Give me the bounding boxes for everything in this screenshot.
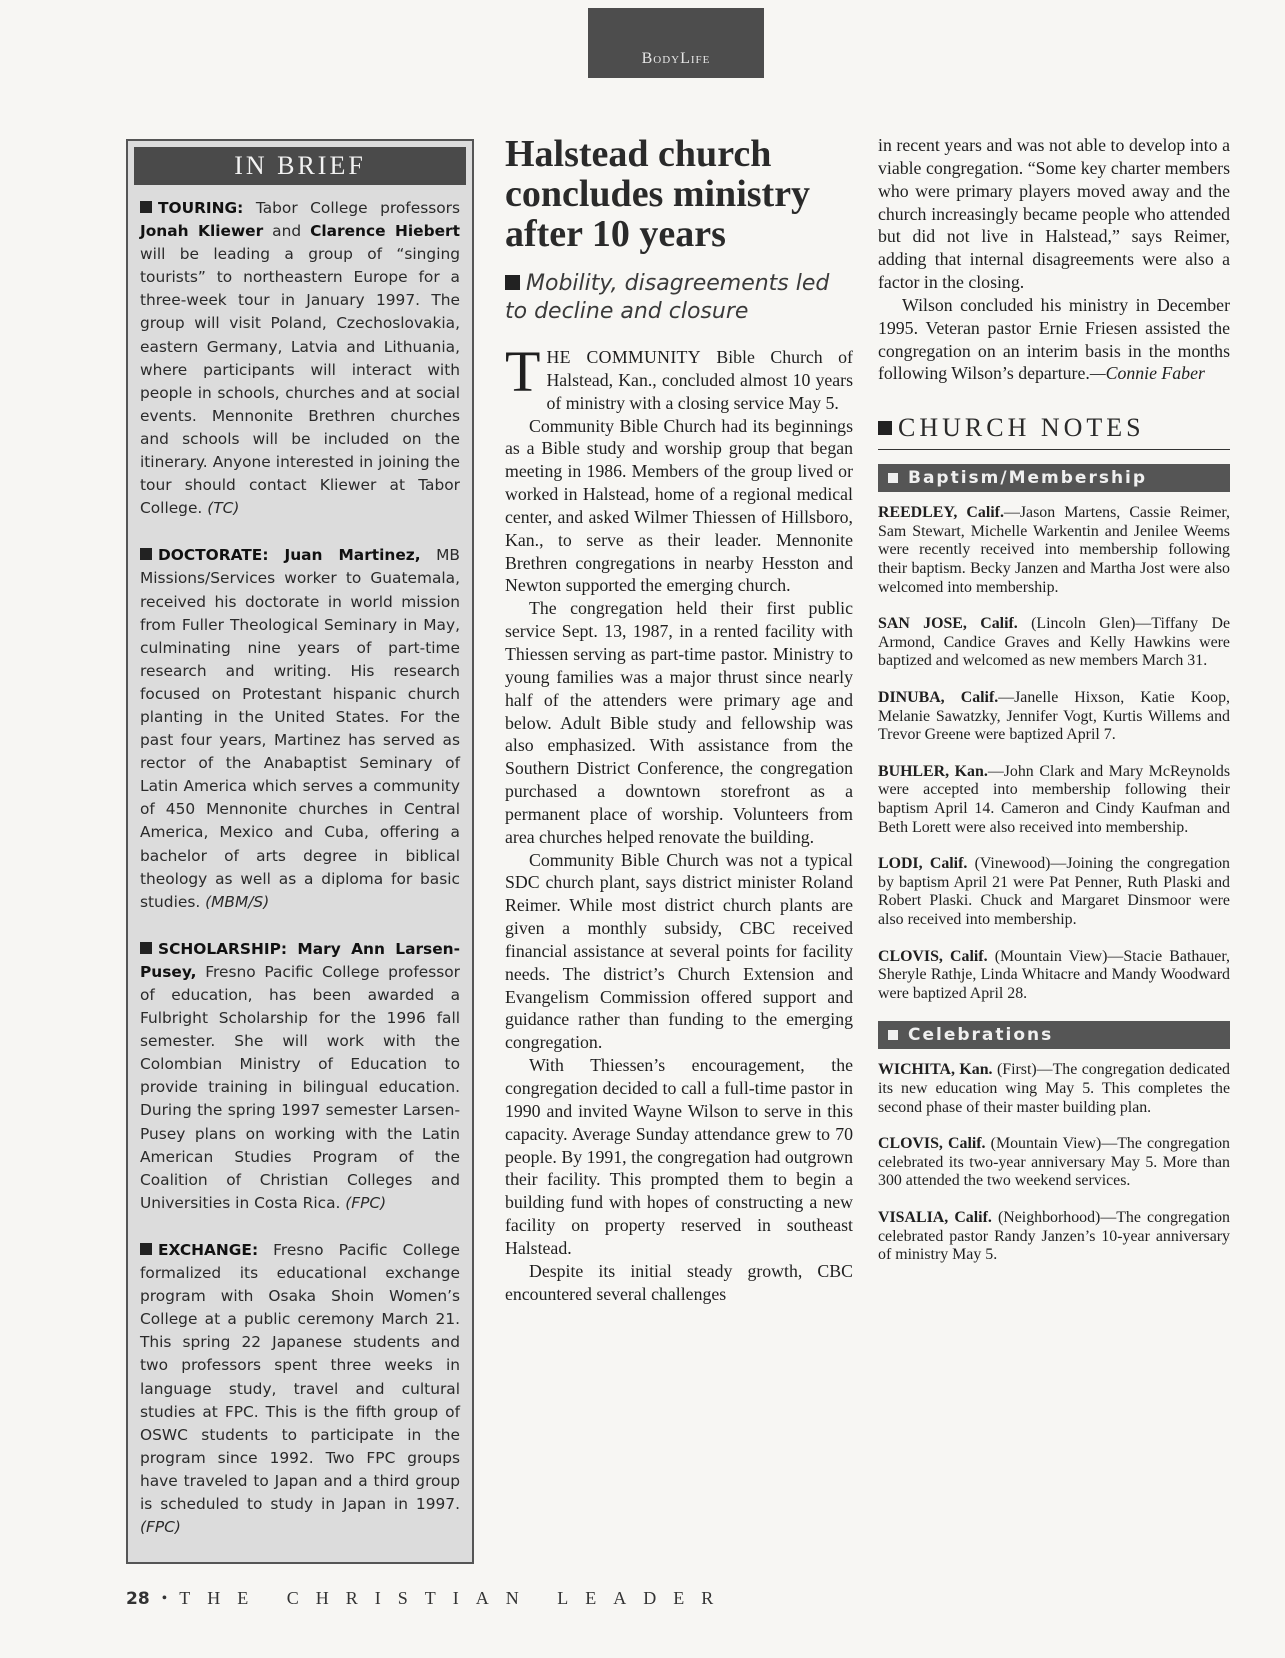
page-footer [126,1588,730,1609]
note-location: VISALIA, Calif. [878,1208,992,1226]
section-tab-label: BodyLife [641,50,711,67]
church-note [878,1061,1230,1117]
page-number: 28 [126,1588,150,1609]
brief-item [140,1239,460,1539]
article-paragraph: With Thiessen’s encouragement, the congregation decided to call a full-time pastor in 1990 and invited Wayne Wilson to serve in this capacity. Average Sunday attendance grew to 70 people. By 1991, the congregation had outgrown their facility. This prompted them to begin a building fund with hopes of constructing a new facility on property reserved in southeast Halstead. [505,1055,853,1258]
church-note [878,948,1230,1004]
article-column [505,134,853,1305]
right-column [878,134,1230,1283]
church-note [878,1135,1230,1191]
brief-credit: (TC) [207,499,240,518]
note-location: CLOVIS, Calif. [878,1135,986,1153]
category-label: Celebrations [908,1025,1054,1046]
article-final-paragraph [878,294,1230,385]
article-paragraph: The congregation held their first public service Sept. 13, 1987, in a rented facility with Thiessen serving as part-time pastor. Ministry to young families was a major thrust since nearly half of the attenders were primary age and below. Adult Bible study and fellowship was also emphasized. With assistance from the Southern District Conference, the congregation purchased a downtown storefront as a permanent place of worship. Volunteers from area churches helped renovate the building. [505,598,853,847]
brief-item [140,938,460,1215]
brief-credit: (MBM/S) [205,892,270,911]
square-bullet-icon [888,473,898,483]
brief-label: SCHOLARSHIP: Mary Ann Larsen-Pusey, [140,939,460,981]
category-label: Baptism/Membership [908,468,1148,489]
article-byline: —Connie Faber [1089,363,1205,384]
bullet-separator-icon: • [161,1589,168,1607]
note-location: SAN JOSE, Calif. [878,615,1018,633]
brief-text: Tabor College professors [243,199,460,217]
note-location: REEDLEY, Calif. [878,504,1004,522]
note-text: (Neighborhood)—The congregation celebrated pastor Randy Janzen’s 10-year anniversary of ministry May 5. [878,1208,1230,1264]
article-paragraph: Community Bible Church had its beginnings as a Bible study and worship group that began meeting in 1986. Members of the group lived or worked in Halstead, home of a regional medical center, and asked Wilmer Thiessen of Hillsboro, Kan., to serve as their leader. Mennonite Brethren congregations in nearby Hesston and Newton supported the emerging church. [505,415,853,596]
church-note [878,615,1230,671]
note-text: (Mountain View)—Stacie Bathauer, Sheryle Rathje, Linda Whitacre and Mandy Woodward were baptized April 28. [878,947,1230,1002]
note-text: (First)—The congregation dedicated its new education wing May 5. This completes the second phase of their master building plan. [878,1061,1230,1116]
note-location: WICHITA, Kan. [878,1061,993,1079]
brief-text: and [263,222,311,241]
brief-text: will be leading a group of “singing tourists” to northeastern Europe for a three-week tour in January 1997. The group will visit Poland, Czechoslovakia, eastern Germany, Latvia and Lithuania, where participants will interact with people in schools, churches and at social events. Mennonite Brethren churches and schools will be included on the itinerary. Anyone interested in joining the tour should contact Kliewer at Tabor College. [140,245,460,518]
note-location: CLOVIS, Calif. [878,947,988,965]
note-location: BUHLER, Kan. [878,762,988,780]
church-note [878,763,1230,837]
note-text: (Lincoln Glen)—Tiffany De Armond, Candice Graves and Kelly Hawkins were baptized and welcomed as new members March 31. [878,615,1230,670]
brief-item [140,544,460,914]
square-bullet-icon [140,1243,152,1255]
magazine-name: THE CHRISTIAN LEADER [179,1588,731,1608]
brief-text: Fresno Pacific College formalized its educational exchange program with Osaka Shoin Women’s College at a public ceremony March 21. This spring 22 Japanese students and two professors spent three weeks in language study, travel and cultural studies at FPC. This is the fifth group of OSWC students to participate in the program since 1992. Two FPC groups have traveled to Japan and a third group is scheduled to study in Japan in 1997. [140,1240,460,1513]
brief-text: MB Missions/Services worker to Guatemala, received his doctorate in world mission from Fuller Theological Seminary in May, culminating nine years of part-time research and writing. His research focused on Protestant hispanic church planting in the United States. For the past four years, Martinez has served as rector of the Anabaptist Seminary of Latin America which serves a community of 450 Mennonite churches in Central America, Mexico and Cuba, offering a bachelor of arts degree in biblical theology as well as a diploma for basic studies. [140,546,460,911]
church-note [878,1209,1230,1265]
note-text: —John Clark and Mary McReynolds were accepted into membership following their baptism April 14. Cameron and Cindy Kaufman and Beth Lorett were also received into membership. [878,762,1231,836]
brief-label: EXCHANGE: [158,1240,259,1259]
square-bullet-icon [140,548,152,560]
note-text: —Jason Martens, Cassie Reimer, Sam Stewart, Michelle Warkentin and Jenilee Weems were recently received into membership following their baptism. Becky Janzen and Martha Jost were also welcomed into membership. [878,504,1231,596]
square-bullet-icon [878,421,892,435]
square-bullet-icon [140,201,152,213]
church-note [878,855,1230,929]
lead-text: Bible Church of Halstead, Kan., concluded almost 10 years of ministry with a closing service May 5. [546,347,853,413]
brief-credit: (FPC) [345,1193,387,1212]
article-continued-paragraph: in recent years and was not able to develop into a viable congregation. “Some key charter members who were primary players moved away and the church increasingly became people who attended but did not live in Halstead,” says Reimer, adding that internal disagreements were also a factor in the closing. [878,135,1230,293]
section-tab [588,8,764,78]
note-text: (Mountain View)—The congregation celebrated its two-year anniversary May 5. More than 300 attended the two weekend services. [878,1135,1230,1190]
in-brief-sidebar [126,139,474,1564]
church-notes-heading [878,413,1230,450]
category-bar-celebrations [878,1021,1230,1049]
church-note [878,689,1230,745]
drop-cap: T [505,339,541,404]
category-bar-baptism [878,464,1230,492]
article-deck [505,270,853,326]
square-bullet-icon [505,275,520,290]
article-lead-paragraph [505,339,853,415]
article-paragraph: Despite its initial steady growth, CBC encountered several challenges [505,1260,853,1304]
lead-small-caps: HE COMMUNITY [546,347,701,367]
article-headline: Halstead church concludes ministry after 10 years [505,133,811,255]
brief-item [140,197,460,520]
church-note [878,504,1230,597]
brief-label: DOCTORATE: Juan Martinez, [158,546,421,565]
note-location: DINUBA, Calif. [878,689,999,707]
square-bullet-icon [140,942,152,954]
note-location: LODI, Calif. [878,855,968,873]
brief-name: Jonah Kliewer [140,222,264,241]
note-text: (Vinewood)—Joining the congregation by baptism April 21 were Pat Penner, Ruth Plaski and Robert Plaski. Chuck and Margaret Dinsmoor were also received into membership. [878,855,1230,928]
deck-text: Mobility, disagreements led to decline and closure [505,271,830,324]
brief-credit: (FPC) [140,1518,181,1537]
brief-label: TOURING: [158,199,244,217]
note-text: —Janelle Hixson, Katie Koop, Melanie Sawatzky, Jennifer Vogt, Kurtis Willems and Trevor Greene were baptized April 7. [878,689,1230,744]
brief-name: Clarence Hiebert [310,222,460,241]
final-text: Wilson concluded his ministry in December 1995. Veteran pastor Ernie Friesen assisted the congregation on an interim basis in the months following Wilson’s departure. [878,294,1230,384]
article-paragraph: Community Bible Church was not a typical SDC church plant, says district minister Roland Reimer. While most district church plants are given a monthly subsidy, CBC received financial assistance at several points for facility needs. The district’s Church Extension and Evangelism Commission offered support and guidance rather than funding to the emerging congregation. [505,849,853,1053]
in-brief-title: IN BRIEF [134,147,466,185]
church-notes-title: CHURCH NOTES [898,413,1145,443]
square-bullet-icon [888,1030,898,1040]
brief-text: Fresno Pacific College professor of education, has been awarded a Fulbright Scholarship for the 1996 fall semester. She will work with the Colombian Ministry of Education to provide training in bilingual education. During the spring 1997 semester Larsen-Pusey plans on working with the Latin American Studies Program of the Coalition of Christian Colleges and Universities in Costa Rica. [140,962,460,1212]
